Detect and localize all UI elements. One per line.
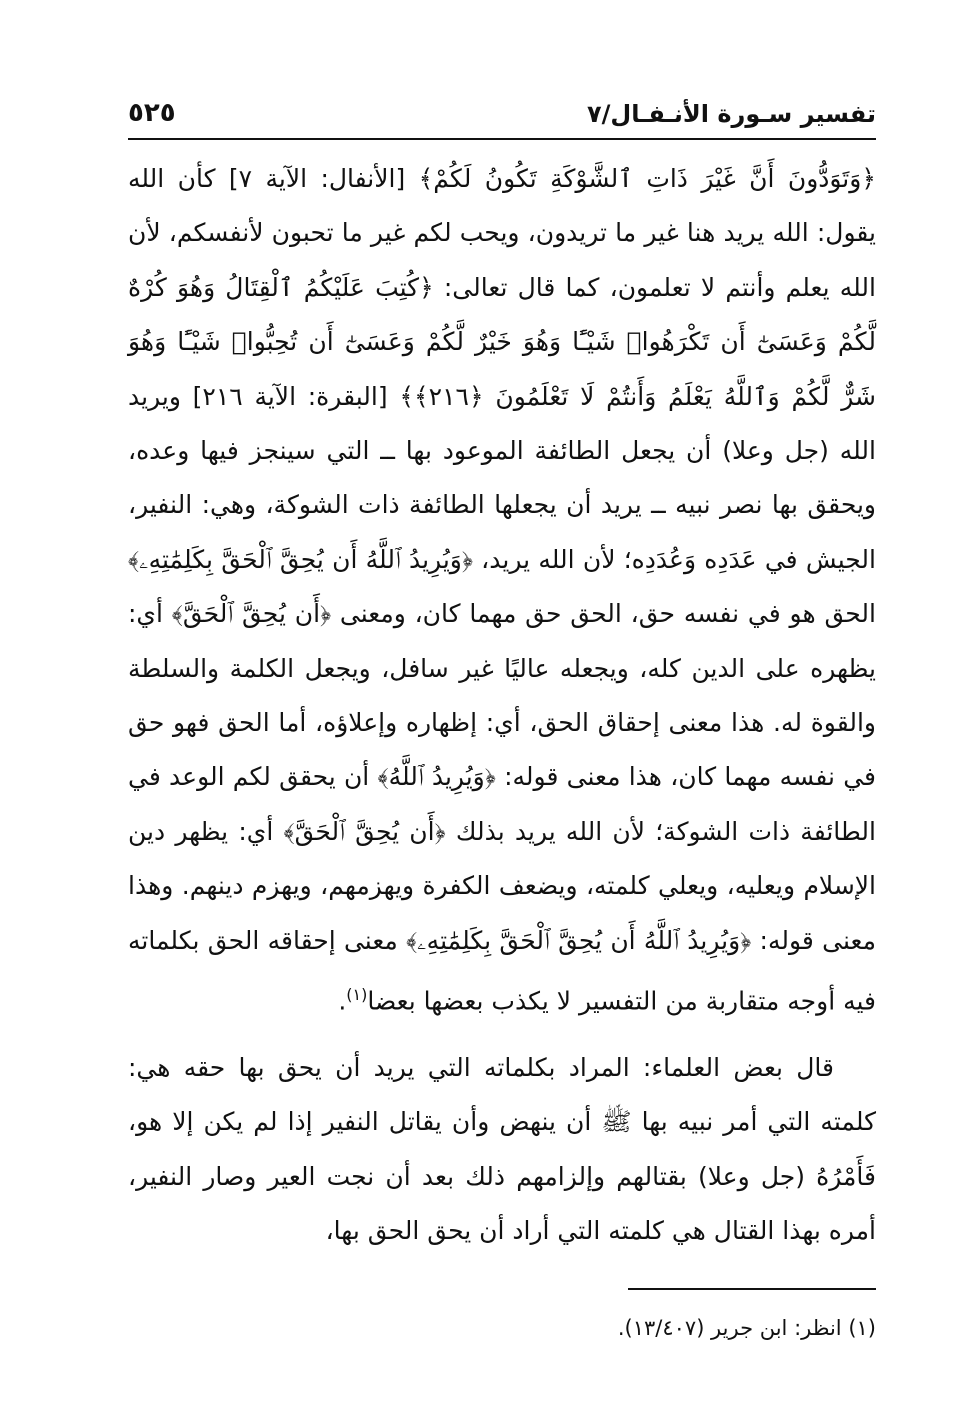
paragraph-end: . [338, 986, 347, 1016]
page-header [128, 88, 876, 128]
footnote: (١) انظر: ابن جرير (١٣/٤٠٧). [617, 1316, 876, 1340]
paragraph-text: ﴿وَتَوَدُّونَ أَنَّ غَيْرَ ذَاتِ ٱلشَّوْكَةِ تَكُونُ لَكُمْ﴾ [الأنفال: الآية ٧] كأن الله يقول: الله يريد هنا غير ما تريدون، ويحب لكم غير ما تحبون لأنفسكم، لأن الله يعلم وأنتم لا تعلمون، كما قال تعالى: ﴿كُتِبَ عَلَيْكُمُ ٱلْقِتَالُ وَهُوَ كُرْهٌ لَّكُمْ وَعَسَىٰٓ أَن تَكْرَهُوا۟ شَيْـًٔا وَهُوَ خَيْرٌ لَّكُمْ وَعَسَىٰٓ أَن تُحِبُّوا۟ شَيْـًٔا وَهُوَ شَرٌّ لَّكُمْ وَٱللَّهُ يَعْلَمُ وَأَنتُمْ لَا تَعْلَمُونَ ﴿٢١٦﴾﴾ [البقرة: الآية ٢١٦] ويريد الله (جل وعلا) أن يجعل الطائفة الموعود بها ــ التي سينجز فيها وعده، ويحقق بها نصر نبيه ــ يريد أن يجعلها الطائفة ذات الشوكة، وهي: النفير، الجيش في عَدَدِه وَعُدَدِه؛ لأن الله يريد، ﴿وَيُرِيدُ ٱللَّهُ أَن يُحِقَّ ٱلْحَقَّ بِكَلِمَٰتِهِۦ﴾ الحق هو في نفسه حق، الحق حق مهما كان، ومعنى ﴿أَن يُحِقَّ ٱلْحَقَّ﴾ أي: يظهره على الدين كله، ويجعله عاليًا غير سافل، ويجعل الكلمة والسلطة والقوة له. هذا معنى إحقاق الحق، أي: إظهاره وإعلاؤه، أما الحق فهو حق في نفسه مهما كان، هذا معنى قوله: ﴿وَيُرِيدُ ٱللَّهُ﴾ أن يحقق لكم الوعد في الطائفة ذات الشوكة؛ لأن الله يريد بذلك ﴿أَن يُحِقَّ ٱلْحَقَّ﴾ أي: يظهر دين الإسلام ويعليه، ويعلي كلمته، ويضعف الكفرة ويهزمهم، ويهزم دينهم. وهذا معنى قوله: ﴿وَيُرِيدُ ٱللَّهُ أَن يُحِقَّ ٱلْحَقَّ بِكَلِمَٰتِهِۦ﴾ معنى إحقاقه الحق بكلماته فيه أوجه متقاربة من التفسير لا يكذب بعضها بعضا [128, 164, 877, 1016]
running-title: تفسير سـورة الأنـفـال/٧ [586, 100, 876, 128]
footnote-marker: (١) [346, 985, 368, 1005]
header-divider [128, 138, 876, 140]
footnote-divider [628, 1288, 876, 1290]
page-number: ٥٢٥ [128, 98, 176, 128]
page-body [128, 152, 876, 1258]
paragraph [128, 152, 876, 1029]
paragraph: قال بعض العلماء: المراد بكلماته التي يريد أن يحق بها حقه هي: كلمته التي أمر نبيه بها ﷺ أن ينهض وأن يقاتل النفير إذا لم يكن إلا هو، فَأَمْرُهُ (جل وعلا) بقتالهم وإلزامهم ذلك بعد أن نجت العير وصار النفير، أمره بهذا القتال هي كلمته التي أراد أن يحق الحق بها، [128, 1052, 876, 1246]
